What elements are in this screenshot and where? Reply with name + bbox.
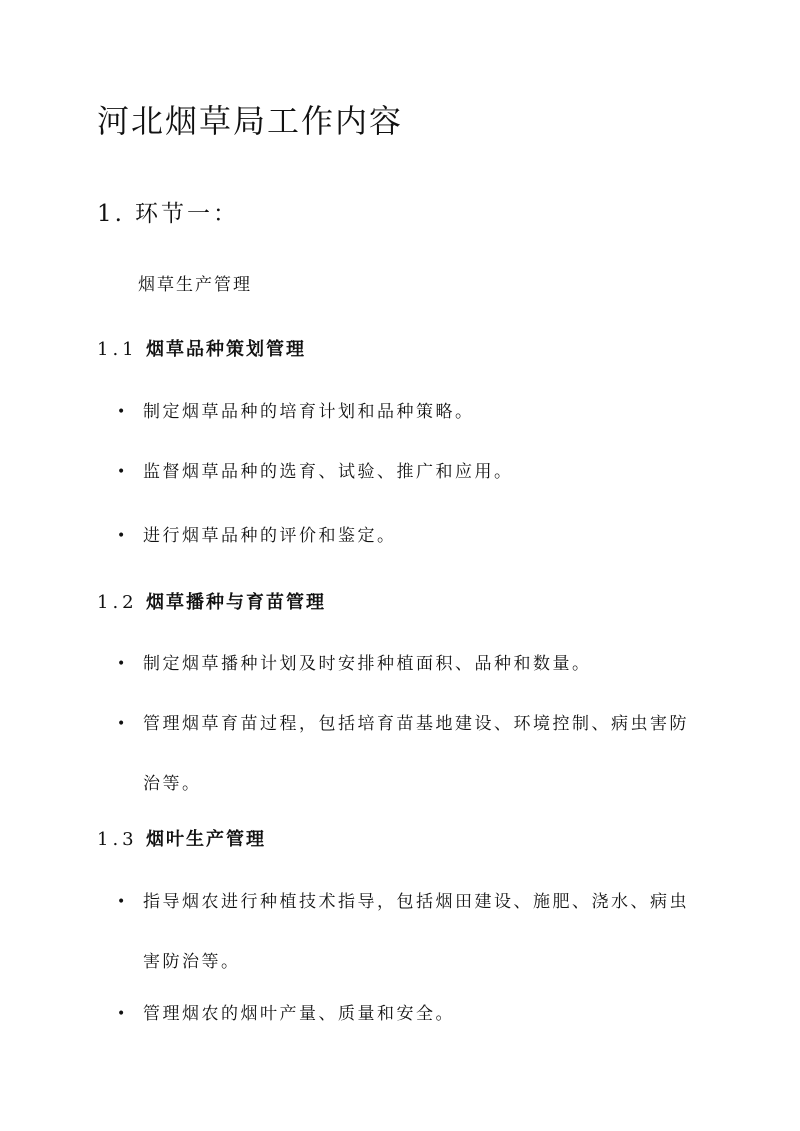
subsection-title: 烟草播种与育苗管理 (146, 592, 326, 613)
document-title: 河北烟草局工作内容 (97, 102, 404, 140)
bullet-icon: • (117, 528, 128, 544)
list-item (117, 634, 697, 694)
list-item (117, 442, 697, 502)
bullet-icon: • (117, 656, 128, 672)
list-item-text: 管理烟草育苗过程，包括培育苗基地建设、环境控制、病虫害防治等。 (143, 714, 689, 794)
subsection-title: 烟叶生产管理 (146, 829, 266, 850)
bullet-icon: • (117, 716, 128, 732)
list-item (117, 694, 697, 814)
list-item-text: 制定烟草品种的培育计划和品种策略。 (143, 402, 475, 422)
list-item-text: 进行烟草品种的评价和鉴定。 (143, 526, 397, 546)
section-intro: 烟草生产管理 (138, 275, 252, 295)
list-item-text: 监督烟草品种的选育、试验、推广和应用。 (143, 462, 514, 482)
subsection-number: 1.2 (97, 592, 138, 613)
bullet-icon: • (117, 894, 128, 910)
bullet-icon: • (117, 404, 128, 420)
subsection-heading-1-1 (97, 335, 306, 361)
subsection-heading-1-2 (97, 588, 326, 614)
list-item-text: 指导烟农进行种植技术指导，包括烟田建设、施肥、浇水、病虫害防治等。 (143, 892, 689, 972)
subsection-heading-1-3 (97, 825, 266, 851)
section-number: 1. (97, 201, 125, 227)
list-item (117, 506, 697, 566)
subsection-number: 1.1 (97, 339, 138, 360)
section-title: 环节一： (135, 201, 239, 227)
section-heading (97, 195, 239, 228)
bullet-icon: • (117, 464, 128, 480)
list-item-text: 制定烟草播种计划及时安排种植面积、品种和数量。 (143, 654, 592, 674)
subsection-title: 烟草品种策划管理 (146, 339, 306, 360)
list-item (117, 872, 697, 992)
list-item-text: 管理烟农的烟叶产量、质量和安全。 (143, 1004, 455, 1024)
list-item (117, 984, 697, 1044)
bullet-icon: • (117, 1006, 128, 1022)
subsection-number: 1.3 (97, 829, 138, 850)
list-item (117, 382, 697, 442)
